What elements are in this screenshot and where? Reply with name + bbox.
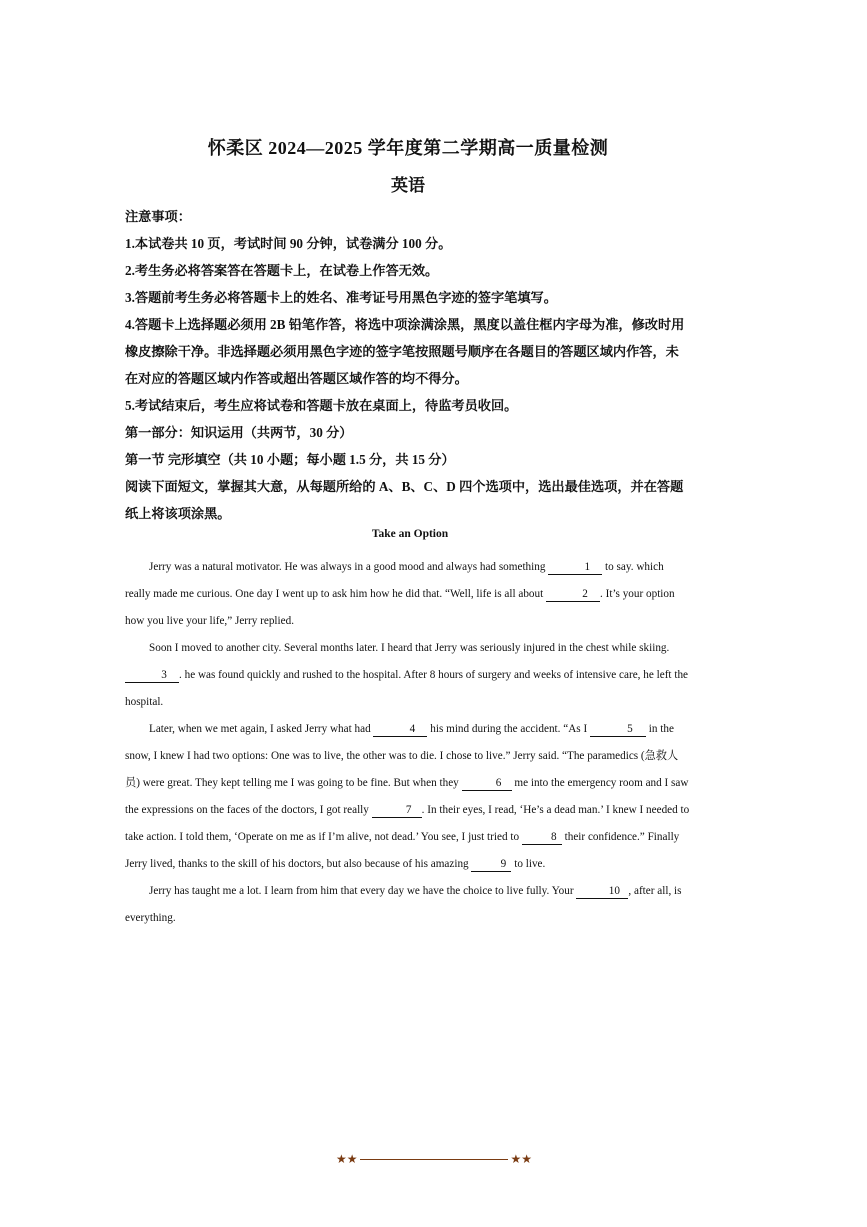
blank-1: 1 [548,560,602,575]
passage-text: Jerry was a natural motivator. He was always in a good mood and always had something [149,561,549,573]
blank-5: 5 [590,722,646,737]
blank-8: 8 [522,830,562,845]
blank-7: 7 [372,803,422,818]
star-icon: ★★ [336,1152,358,1166]
exam-title: 怀柔区 2024—2025 学年度第二学期高一质量检测 [207,138,609,158]
passage-body [125,554,690,932]
notes-item-3: 3.答题前考生务必将答题卡上的姓名、准考证号用黑色字迹的签字笔填写。 [125,290,557,305]
exam-notes [125,203,691,527]
blank-6: 6 [462,776,512,791]
notes-heading: 注意事项： [125,209,191,224]
exam-subject: 英语 [391,176,425,195]
passage-text: their confidence.” Finally Jerry lived, thanks to the skill of his doctors, but also because of his amazing [125,831,680,870]
blank-9: 9 [471,857,511,872]
passage-text: to live. [511,858,546,870]
passage-text: Soon I moved to another city. Several months later. I heard that Jerry was seriously injured in the chest while skiing. [149,642,670,654]
blank-2: 2 [546,587,600,602]
passage-paragraph-2 [125,635,690,716]
notes-item-2: 2.考生务必将答案答在答题卡上，在试卷上作答无效。 [125,263,439,278]
passage-text: his mind during the accident. “As I [427,723,590,735]
passage-paragraph-4 [125,878,690,932]
passage-text: in the snow, I knew I had two options: One was to live, the other was to die. I chose to live.” Jerry said. “The paramedics (急救人员) were great. They kept telling me I was going to be fine. But when they [125,723,679,789]
section-heading: 第一节 完形填空（共 10 小题；每小题 1.5 分，共 15 分） [125,452,455,467]
passage-text: . In their eyes, I read, ‘He’s a dead man.’ I knew I needed to take action. I told them, ‘Operate on me as if I’m alive, not dead.’ You see, I just tried to [125,804,690,843]
notes-item-5: 5.考试结束后，考生应将试卷和答题卡放在桌面上，待监考员收回。 [125,398,518,413]
notes-item-1: 1.本试卷共 10 页，考试时间 90 分钟，试卷满分 100 分。 [125,236,452,251]
passage-text: . he was found quickly and rushed to the hospital. After 8 hours of surgery and weeks of intensive care, he left the hospital. [125,669,688,708]
section-instruction: 阅读下面短文，掌握其大意，从每题所给的 A、B、C、D 四个选项中，选出最佳选项，并在答题纸上将该项涂黑。 [125,479,684,521]
passage-text: Jerry has taught me a lot. I learn from him that every day we have the choice to live fully. Your [149,885,577,897]
passage-title: Take an Option [371,528,449,540]
blank-4: 4 [373,722,427,737]
passage-text: Later, when we met again, I asked Jerry what had [149,723,374,735]
passage-text: . It’s your option how you live your life,” Jerry replied. [125,588,675,627]
blank-3: 3 [125,668,179,683]
notes-item-4: 4.答题卡上选择题必须用 2B 铅笔作答，将选中项涂满涂黑，黑度以盖住框内字母为准，修改时用橡皮擦除干净。非选择题必须用黑色字迹的签字笔按照题号顺序在各题目的答题区域内作答，未在对应的答题区域内作答或超出答题区域作答的均不得分。 [125,317,685,386]
passage-text: , after all, is everything. [125,885,682,924]
footer-divider [360,1159,508,1160]
passage-paragraph-1 [125,554,690,635]
passage-paragraph-3 [125,716,690,878]
passage-text: to say. which really made me curious. One day I went up to ask him how he did that. “Well, life is all about [125,561,664,600]
part-heading: 第一部分：知识运用（共两节，30 分） [125,425,353,440]
blank-10: 10 [576,884,628,899]
page-footer-ornament [336,1150,532,1168]
star-icon: ★★ [510,1152,532,1166]
passage-text: me into the emergency room and I saw the expressions on the faces of the doctors, I got really [125,777,689,816]
